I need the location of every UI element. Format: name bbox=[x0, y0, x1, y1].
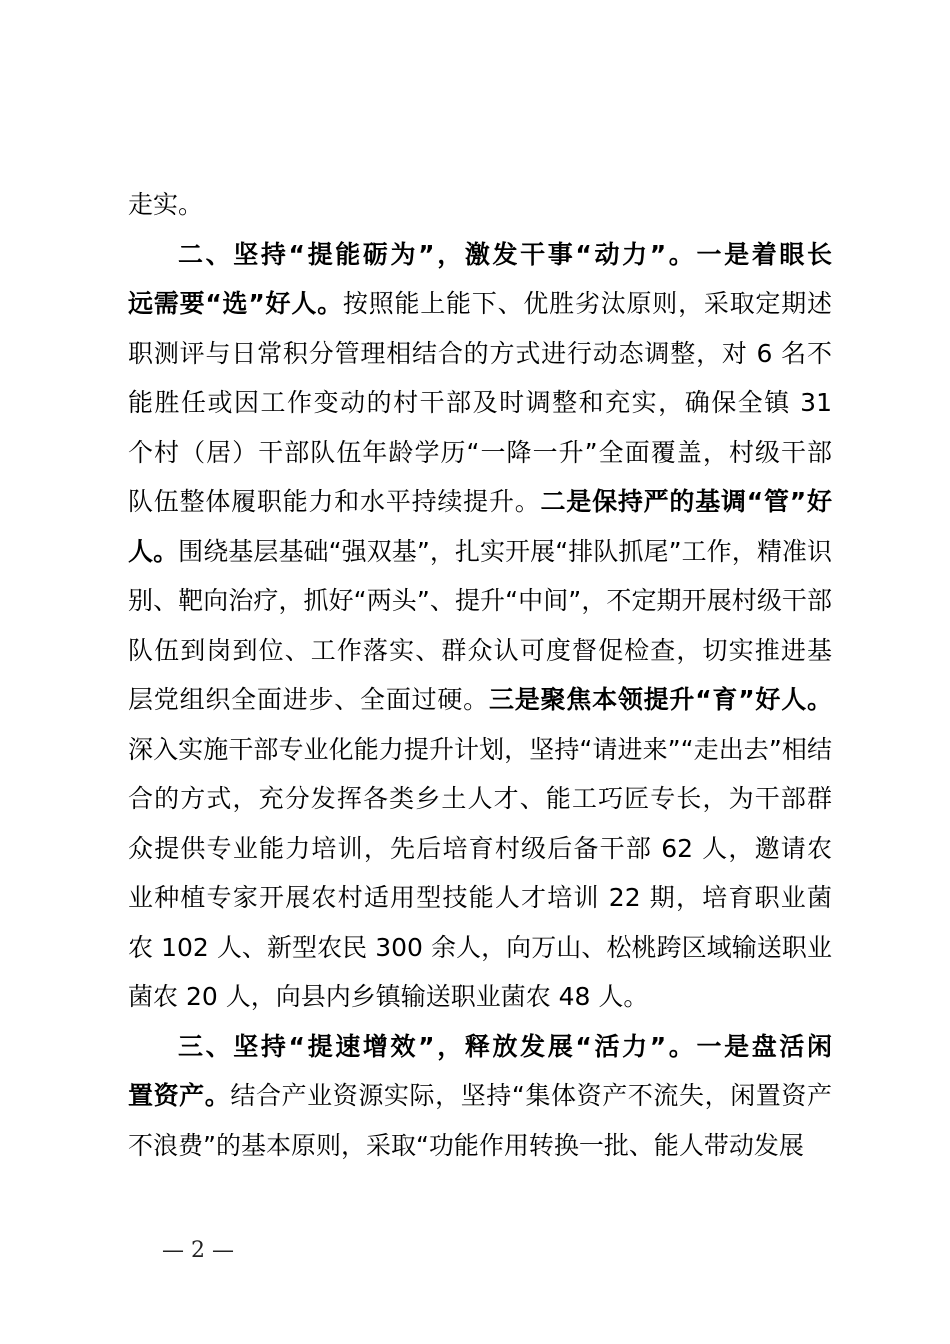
bold-run: 三、坚持“提速增效”，释放发展“活力”。一是盘活闲 bbox=[178, 1031, 832, 1061]
text-run: 农 102 人、新型农民 300 余人，向万山、松桃跨区域输送职业 bbox=[128, 932, 832, 962]
text-line bbox=[128, 923, 832, 973]
paragraph-p3 bbox=[128, 1022, 832, 1171]
text-run: 业种植专家开展农村适用型技能人才培训 22 期，培育职业菌 bbox=[128, 883, 832, 912]
page-number: — 2 — bbox=[162, 1238, 234, 1263]
text-run: 深入实施干部专业化能力提升计划，坚持“请进来”“走出去”相结 bbox=[128, 734, 832, 764]
text-line bbox=[128, 279, 832, 329]
text-run: 队伍到岗到位、工作落实、群众认可度督促检查，切实推进基 bbox=[128, 635, 832, 665]
text-run: 队伍整体履职能力和水平持续提升。 bbox=[128, 487, 541, 516]
text-line bbox=[128, 972, 832, 1022]
text-line bbox=[128, 477, 832, 527]
paragraph-p1 bbox=[128, 180, 832, 230]
text-run: 不浪费”的基本原则，采取“功能作用转换一批、能人带动发展 bbox=[128, 1130, 804, 1160]
text-line bbox=[128, 1071, 832, 1121]
bold-run: 二、坚持“提能砺为”，激发干事“动力”。一是着眼长 bbox=[178, 239, 832, 269]
text-line bbox=[128, 230, 832, 280]
bold-run: 人。 bbox=[128, 536, 179, 566]
text-run: 合的方式，充分发挥各类乡土人才、能工巧匠专长，为干部群 bbox=[128, 784, 832, 813]
text-line bbox=[128, 180, 832, 230]
paragraph-p2 bbox=[128, 230, 832, 1022]
text-run: 别、靶向治疗，抓好“两头”、提升“中间”，不定期开展村级干部 bbox=[128, 586, 832, 615]
text-run: 个村（居）干部队伍年龄学历“一降一升”全面覆盖，村级干部 bbox=[128, 437, 832, 467]
text-line bbox=[128, 675, 832, 725]
text-line bbox=[128, 626, 832, 676]
text-run: 职测评与日常积分管理相结合的方式进行动态调整，对 6 名不 bbox=[128, 338, 832, 368]
text-run: 层党组织全面进步、全面过硬。 bbox=[128, 685, 489, 714]
text-run: 众提供专业能力培训，先后培育村级后备干部 62 人，邀请农 bbox=[128, 833, 832, 863]
bold-run: 三是聚焦本领提升“育”好人。 bbox=[488, 685, 832, 714]
text-run: 菌农 20 人，向县内乡镇输送职业菌农 48 人。 bbox=[128, 982, 649, 1011]
text-run: 结合产业资源实际，坚持“集体资产不流失，闲置资产 bbox=[230, 1081, 832, 1110]
text-run: 能胜任或因工作变动的村干部及时调整和充实，确保全镇 31 bbox=[128, 388, 832, 417]
text-line bbox=[128, 824, 832, 874]
text-line bbox=[128, 378, 832, 428]
bold-run: 置资产。 bbox=[128, 1081, 231, 1110]
text-run: 围绕基层基础“强双基”，扎实开展“排队抓尾”工作，精准识 bbox=[178, 536, 832, 566]
text-run: 按照能上能下、优胜劣汰原则，采取定期述 bbox=[342, 289, 832, 318]
text-line bbox=[128, 329, 832, 379]
text-run: 走实。 bbox=[128, 190, 204, 219]
text-line bbox=[128, 774, 832, 824]
bold-run: 远需要“选”好人。 bbox=[128, 289, 343, 318]
text-line bbox=[128, 873, 832, 923]
text-line bbox=[128, 1022, 832, 1072]
text-line bbox=[128, 428, 832, 478]
text-line bbox=[128, 725, 832, 775]
text-line bbox=[128, 576, 832, 626]
bold-run: 二是保持严的基调“管”好 bbox=[540, 487, 832, 516]
text-line bbox=[128, 527, 832, 577]
body-text bbox=[128, 180, 832, 1170]
text-line bbox=[128, 1121, 832, 1171]
